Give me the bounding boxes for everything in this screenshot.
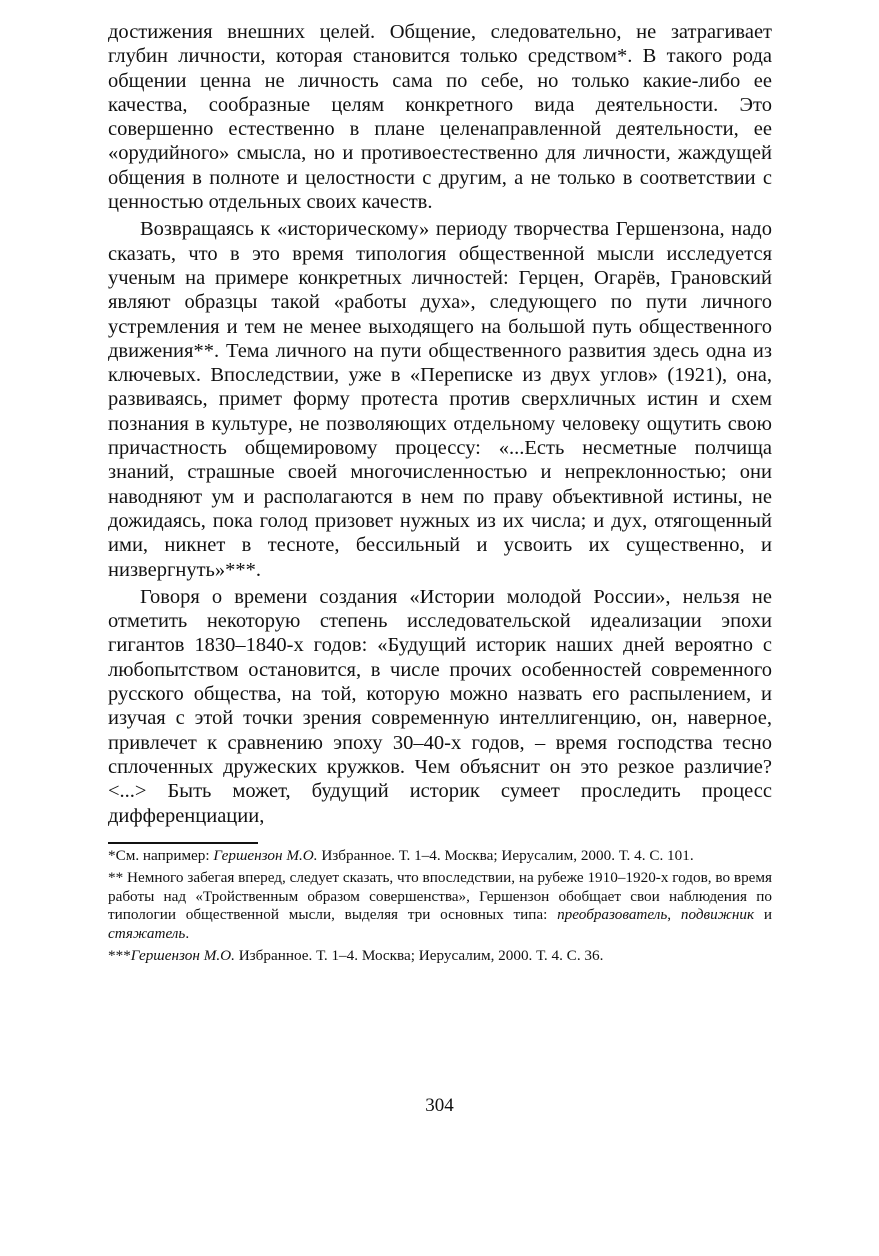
footnote-3-marker: *** bbox=[108, 947, 131, 965]
footnote-1 bbox=[108, 847, 772, 866]
paragraph-1: достижения внешних целей. Общение, следовательно, не затрагивает глубин личности, которая становится только средством*. В такого рода общении ценна не личность сама по себе, но только какие-либо ее качества, сообразные целям конкретного вида деятельности. Это совершенно естественно в плане целенаправленной деятельности, ее «орудийного» смысла, но и противоестественно для личности, жаждущей общения в полноте и целостности с другим, а не только в соответствии с ценностью отдельных своих качеств. bbox=[108, 21, 772, 214]
footnote-2-type-1: преобразователь bbox=[557, 906, 668, 924]
footnote-3-author: Гершензон М.О. bbox=[130, 947, 235, 965]
footnote-2 bbox=[108, 869, 772, 943]
footnote-divider bbox=[108, 842, 258, 844]
footnote-1-rest: Избранное. Т. 1–4. Москва; Иерусалим, 2000. Т. 4. С. 101. bbox=[317, 846, 694, 864]
paragraph-2: Возвращаясь к «историческому» периоду творчества Гершензона, надо сказать, что в это время типология общественной мысли исследуется ученым на примере конкретных личностей: Герцен, Огарёв, Грановский являют образцы такой «работы духа», следующего по пути личного устремления и тем не менее выходящего на большой путь общественного движения**. Тема личного на пути общественного развития здесь одна из ключевых. Впоследствии, уже в «Переписке из двух углов» (1921), она, развиваясь, примет форму протеста против сверхличных истин и схем познания в культуре, не позволяющих отдельному человеку ощутить свою причастность общемировому процессу: «...Есть несметные полчища знаний, страшные своей многочисленностью и непреклонностью; они наводняют ум и располагаются в нем по праву объективной истины, не дожидаясь, пока голод призовет нужных из их числа; и дух, отягощенный ими, никнет в тесноте, бессильный и усвоить их существенно, и низвергнуть»***. bbox=[108, 218, 772, 581]
footnote-2-type-3: стяжатель bbox=[108, 924, 186, 942]
page-text bbox=[108, 20, 772, 966]
footnote-3-rest: Избранное. Т. 1–4. Москва; Иерусалим, 2000. Т. 4. С. 36. bbox=[234, 947, 604, 965]
footnotes bbox=[108, 847, 772, 966]
footnote-2-pre: Немного забегая вперед, следует сказать, что впоследствии, на рубеже 1910–1920-х годов, во время работы над «Тройственным образом совершенства», Гершензон обобщает свои наблюдения по типологии общественной мысли, выделяя три основных типа: bbox=[108, 869, 772, 924]
footnote-3 bbox=[108, 947, 772, 966]
footnote-1-pre: См. например: bbox=[115, 846, 214, 864]
footnote-2-type-2: подвижник bbox=[680, 906, 755, 924]
footnote-2-sep-1: , bbox=[667, 906, 681, 924]
footnote-1-marker: * bbox=[108, 846, 116, 864]
footnote-2-end: . bbox=[185, 924, 190, 942]
footnote-2-marker: ** bbox=[108, 869, 124, 887]
footnote-1-author: Гершензон М.О. bbox=[213, 846, 318, 864]
paragraph-3: Говоря о времени создания «Истории молодой России», нельзя не отметить некоторую степень исследовательской идеализации эпохи гигантов 1830–1840-х годов: «Будущий историк наших дней вероятно с любопытством остановится, в числе прочих особенностей современного русского общества, на той, которую можно назвать его распылением, и изучая с этой точки зрения современную интеллигенцию, он, наверное, привлечет к сравнению эпоху 30–40-х годов, – время господства тесно сплоченных дружеских кружков. Чем объяснит он это резкое различие? <...> Быть может, будущий историк сумеет проследить процесс дифференциации, bbox=[108, 585, 772, 827]
footnote-2-sep-2: и bbox=[754, 906, 772, 924]
page-number: 304 bbox=[425, 1095, 454, 1116]
